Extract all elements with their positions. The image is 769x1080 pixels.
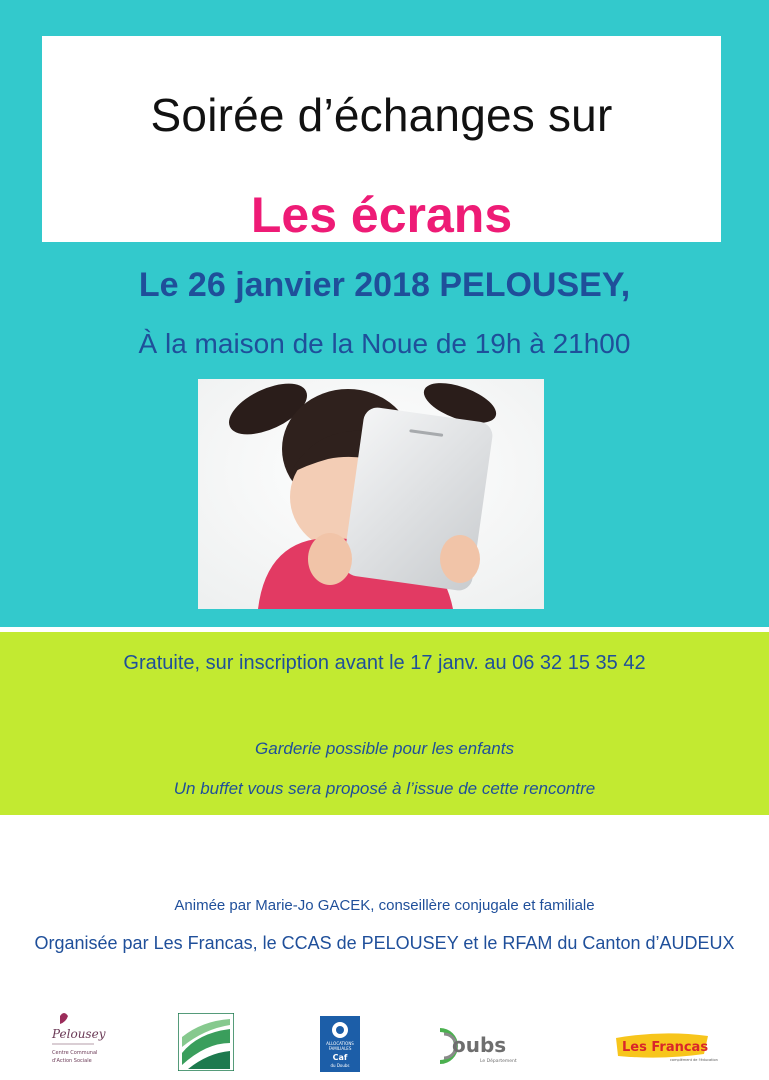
animator-credit: Animée par Marie-Jo GACEK, conseillère conjugale et familiale xyxy=(174,897,595,914)
doubs-logo-name: oubs xyxy=(452,1033,507,1057)
info-band xyxy=(0,632,769,815)
title-line-1: Soirée d’échanges sur xyxy=(150,89,613,141)
les-francas-logo xyxy=(612,1030,722,1064)
title-box xyxy=(42,36,721,242)
child-with-tablet-photo xyxy=(198,379,544,609)
caf-logo-line3: Caf xyxy=(332,1053,348,1062)
francas-logo-caption: complément de l'éducation xyxy=(670,1058,718,1062)
caf-logo xyxy=(320,1016,360,1072)
svg-text:Centre Communal: Centre Communal xyxy=(52,1050,98,1056)
buffet-info: Un buffet vous sera proposé à l’issue de cette rencontre xyxy=(173,779,596,798)
pelousey-logo xyxy=(46,1008,106,1072)
francas-logo-name: Les Francas xyxy=(622,1040,709,1055)
caf-logo-line4: du Doubs xyxy=(330,1063,350,1068)
childcare-info: Garderie possible pour les enfants xyxy=(255,739,514,758)
title-line-2: Les écrans xyxy=(250,187,513,243)
caf-logo-line2: FAMILIALES xyxy=(328,1046,352,1051)
svg-text:d'Action Sociale: d'Action Sociale xyxy=(52,1058,92,1064)
registration-info: Gratuite, sur inscription avant le 17 janv. au 06 32 15 35 42 xyxy=(123,652,646,674)
doubs-departement-logo xyxy=(436,1024,524,1066)
svg-text:Pelousey: Pelousey xyxy=(52,1027,106,1041)
organizers-credit: Organisée par Les Francas, le CCAS de PELOUSEY et le RFAM du Canton d’AUDEUX xyxy=(34,933,735,953)
event-place-time: À la maison de la Noue de 19h à 21h00 xyxy=(138,328,631,359)
event-date: Le 26 janvier 2018 PELOUSEY, xyxy=(138,266,631,304)
doubs-logo-caption: Le Département xyxy=(480,1059,517,1064)
caf-logo-line1: ALLOCATIONS xyxy=(326,1041,354,1046)
rfam-logo xyxy=(178,1013,234,1071)
